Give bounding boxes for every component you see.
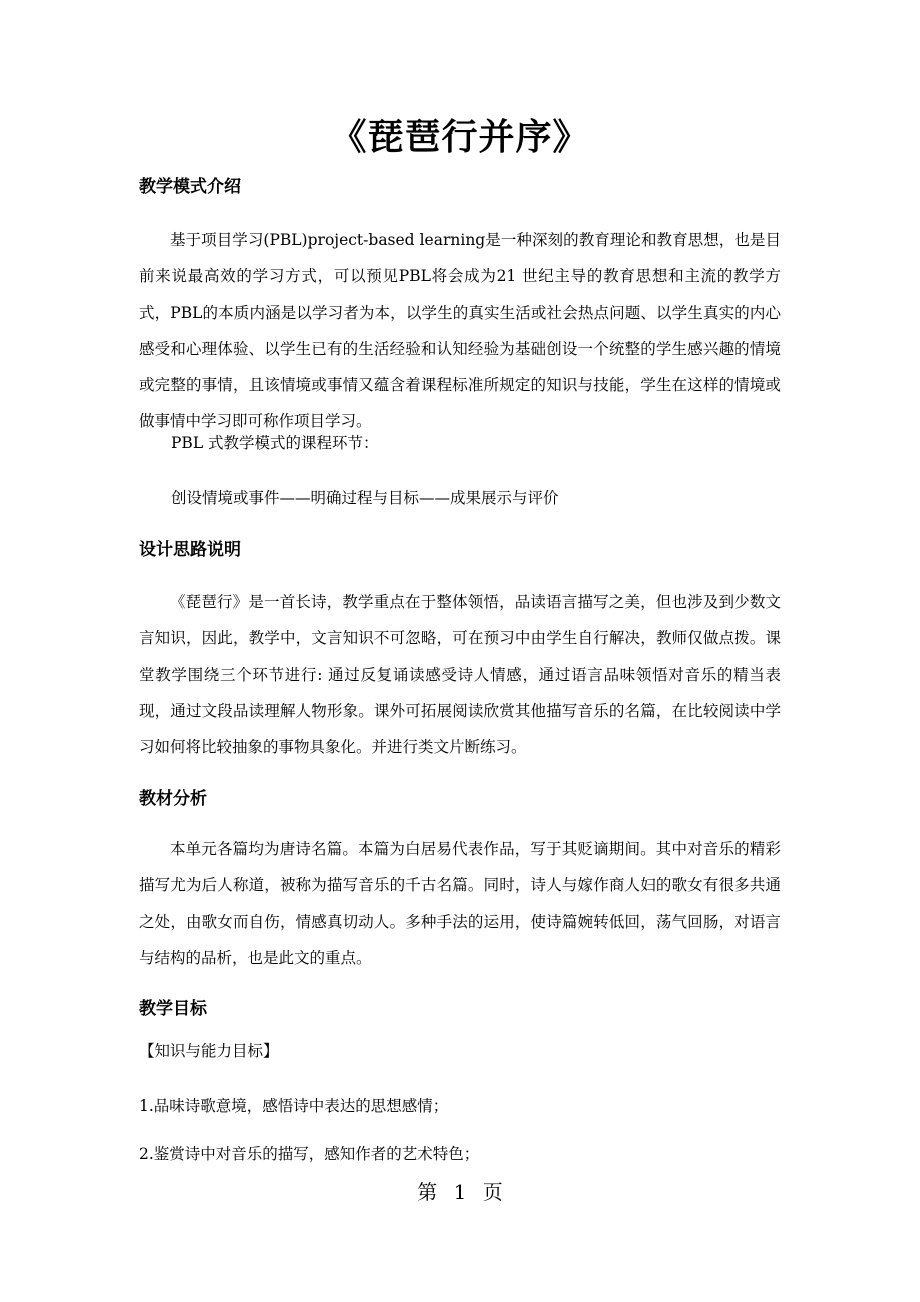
analysis-paragraph: 本单元各篇均为唐诗名篇。本篇为白居易代表作品，写于其贬谪期间。其中对音乐的精彩描写尤为后人称道，被称为描写音乐的千古名篇。同时，诗人与嫁作商人妇的歌女有很多共通之处，由歌女而自伤，情感真切动人。多种手法的运用，使诗篇婉转低回，荡气回肠，对语言与结构的品析，也是此文的重点。 [139, 840, 781, 967]
section-heading-design: 设计思路说明 [139, 540, 241, 560]
goals-subheading: 【知识与能力目标】 [139, 1042, 279, 1060]
section-heading-intro: 教学模式介绍 [139, 177, 241, 197]
intro-paragraph: 基于项目学习(PBL)project-based learning是一种深刻的教育理论和教育思想，也是目前来说最高效的学习方式，可以预见PBL将会成为21 世纪主导的教育思想和主流的教学方式，PBL的本质内涵是以学习者为本，以学生的真实生活或社会热点问题、以学生真实的内心感受和心理体验、以学生已有的生活经验和认知经验为基础创设一个统整的学生感兴趣的情境或完整的事情，且该情境或事情又蕴含着课程标准所规定的知识与技能，学生在这样的情境或做事情中学习即可称作项目学习。 [139, 231, 781, 431]
pbl-steps-label: PBL 式教学模式的课程环节： [171, 434, 379, 452]
footer-suffix: 页 [482, 1180, 503, 1204]
section-heading-analysis: 教材分析 [139, 789, 207, 809]
pbl-steps: 创设情境或事件——明确过程与目标——成果展示与评价 [171, 489, 559, 507]
goal-item: 2.鉴赏诗中对音乐的描写，感知作者的艺术特色； [139, 1145, 480, 1163]
page-footer [0, 1178, 920, 1206]
goal-item: 1.品味诗歌意境，感悟诗中表达的思想感情； [139, 1097, 449, 1115]
section-heading-goals: 教学目标 [139, 999, 207, 1019]
design-paragraph: 《琵琶行》是一首长诗，教学重点在于整体领悟，品读语言描写之美，但也涉及到少数文言知识，因此，教学中，文言知识不可忽略，可在预习中由学生自行解决，教师仅做点拨。课堂教学围绕三个环节进行: 通过反复诵读感受诗人情感，通过语言品味领悟对音乐的精当表现，通过文段品读理解人物形象。课外可拓展阅读欣赏其他描写音乐的名篇，在比较阅读中学习如何将比较抽象的事物具象化。并进行类文片断练习。 [139, 593, 781, 757]
footer-prefix: 第 [417, 1180, 438, 1204]
document-title: 《琵琶行并序》 [330, 116, 590, 158]
page-number: 1 [453, 1180, 467, 1204]
